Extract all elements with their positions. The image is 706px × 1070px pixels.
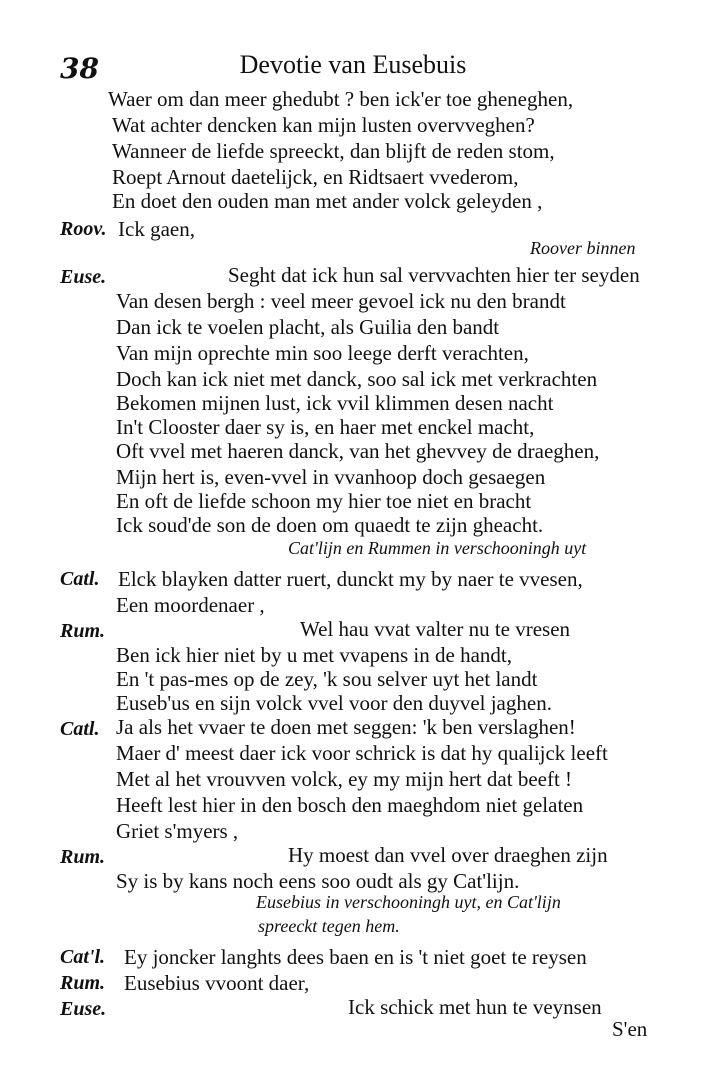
verse-line: Van mijn oprechte min soo leege derft verachten, (116, 341, 529, 365)
stage-direction: spreeckt tegen hem. (258, 916, 400, 936)
verse-line: En doet den ouden man met ander volck geleyden , (112, 189, 543, 213)
verse-line: Dan ick te voelen placht, als Guilia den bandt (116, 315, 500, 339)
verse-line: Een moordenaer , (116, 593, 265, 617)
verse-line: Griet s'myers , (116, 819, 239, 843)
speaker-name: Catl. (60, 718, 100, 740)
speaker-name: Euse. (60, 266, 107, 288)
verse-line: Doch kan ick niet met danck, soo sal ick met verkrachten (116, 367, 598, 391)
verse-line: Wel hau vvat valter nu te vresen (300, 617, 571, 641)
verse-line: Ick soud'de son de doen om quaedt te zijn gheacht. (116, 513, 544, 537)
stage-direction: Roover binnen (530, 238, 636, 258)
verse-line: Sy is by kans noch eens soo oudt als gy Cat'lijn. (116, 869, 520, 893)
verse-line: Ick schick met hun te veynsen (348, 995, 602, 1019)
verse-line: Hy moest dan vvel over draeghen zijn (288, 843, 608, 867)
verse-line: Van desen bergh : veel meer gevoel ick nu den brandt (116, 289, 566, 313)
verse-line: Oft vvel met haeren danck, van het ghevvey de draeghen, (116, 439, 600, 463)
verse-line: Bekomen mijnen lust, ick vvil klimmen desen nacht (116, 391, 554, 415)
verse-line: Roept Arnout daetelijck, en Ridtsaert vvederom, (112, 165, 519, 189)
speaker-name: Euse. (60, 998, 107, 1020)
verse-line: En 't pas-mes op de zey, 'k sou selver uyt het landt (116, 667, 538, 691)
verse-line: En oft de liefde schoon my hier toe niet en bracht (116, 489, 532, 513)
running-head: Devotie van Eusebuis (239, 50, 467, 79)
speaker-name: Roov. (60, 218, 107, 240)
stage-direction: Cat'lijn en Rummen in verschooningh uyt (288, 538, 587, 558)
page-number: 38 (60, 52, 99, 85)
speaker-name: Rum. (60, 846, 106, 868)
verse-line: Elck blayken datter ruert, dunckt my by naer te vvesen, (118, 567, 583, 591)
verse-line: S'en (612, 1017, 648, 1041)
verse-line: In't Clooster daer sy is, en haer met enckel macht, (116, 415, 535, 439)
verse-line: Ey joncker langhts dees baen en is 't niet goet te reysen (124, 945, 587, 969)
speaker-name: Rum. (60, 972, 106, 994)
stage-direction: Eusebius in verschooningh uyt, en Cat'lijn (256, 892, 561, 912)
verse-line: Mijn hert is, even-vvel in vvanhoop doch gesaegen (116, 465, 546, 489)
verse-line: Met al het vrouvven volck, ey my mijn hert dat beeft ! (116, 767, 573, 791)
verse-line: Eusebius vvoont daer, (124, 971, 310, 995)
verse-line: Euseb'us en sijn volck vvel voor den duyvel jaghen. (116, 691, 552, 715)
verse-line: Waer om dan meer ghedubt ? ben ick'er toe gheneghen, (108, 87, 574, 111)
speaker-name: Catl. (60, 568, 100, 590)
speaker-name: Rum. (60, 620, 106, 642)
verse-line: Maer d' meest daer ick voor schrick is dat hy qualijck leeft (116, 741, 608, 765)
speaker-name: Cat'l. (60, 946, 106, 968)
verse-line: Ben ick hier niet by u met vvapens in de handt, (116, 643, 512, 667)
page-header (0, 48, 706, 88)
verse-line: Heeft lest hier in den bosch den maeghdom niet gelaten (116, 793, 584, 817)
verse-line: Seght dat ick hun sal vervvachten hier ter seyden (228, 263, 640, 287)
verse-line: Ja als het vvaer te doen met seggen: 'k ben verslaghen! (116, 715, 576, 739)
verse-line: Wanneer de liefde spreeckt, dan blijft de reden stom, (112, 139, 555, 163)
verse-line: Wat achter dencken kan mijn lusten overvveghen? (112, 113, 535, 137)
verse-line: Ick gaen, (118, 217, 195, 241)
